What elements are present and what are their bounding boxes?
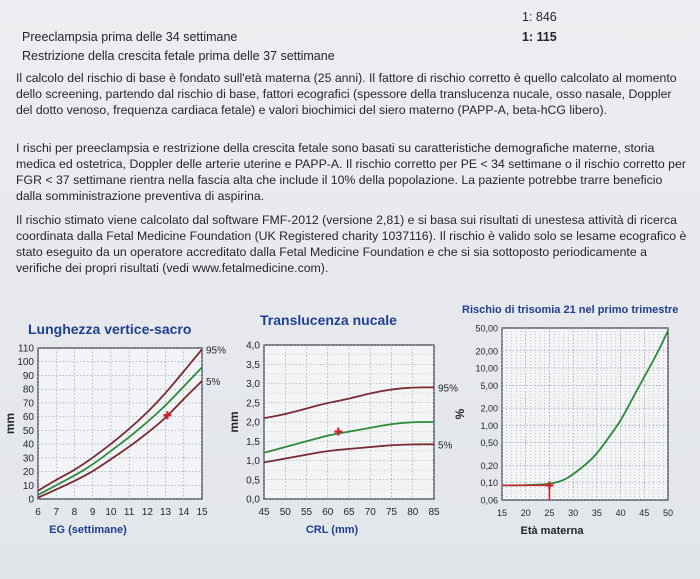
x-tick-label: 10	[105, 507, 117, 518]
risk-label-fgr: Restrizione della crescita fetale prima delle 37 settimane	[22, 49, 335, 63]
y-tick-label: 5,00	[480, 380, 498, 391]
y-tick-label: 1,00	[480, 420, 498, 431]
x-tick-label: 65	[343, 507, 355, 518]
x-tick-label: 25	[544, 508, 555, 518]
y-tick-label: 2,0	[246, 417, 260, 429]
x-tick-label: 45	[639, 508, 650, 518]
series-label: 5%	[438, 440, 453, 452]
x-tick-label: 8	[71, 507, 78, 518]
x-tick-label: 55	[300, 507, 313, 518]
y-tick-label: 50,00	[475, 323, 498, 334]
chart-title: Rischio di trisomia 21 nel primo trimestre	[462, 304, 679, 316]
y-tick-label: 80	[22, 384, 34, 396]
x-tick-label: 20	[520, 508, 531, 518]
x-tick-label: 12	[141, 507, 153, 518]
crl-chart-svg	[4, 312, 234, 574]
series-label: 5%	[206, 376, 221, 388]
x-tick-label: 15	[196, 507, 208, 518]
t21-chart-svg	[452, 300, 698, 574]
y-tick-label: 0,06	[480, 495, 498, 506]
x-tick-label: 50	[279, 507, 291, 518]
x-tick-label: 50	[662, 508, 674, 518]
y-tick-label: 4,0	[246, 340, 260, 352]
y-tick-label: 50	[22, 425, 34, 437]
series-label: 95%	[438, 383, 459, 395]
y-tick-label: 90	[22, 370, 34, 382]
y-tick-label: 10,00	[475, 363, 498, 374]
crl-chart	[4, 312, 234, 574]
paragraph-software: Il rischio stimato viene calcolato dal software FMF-2012 (versione 2,81) e si basa sui risultati di unestesa attività di ricerca coordinata dalla Fetal Medicine Foundation (UK Registered charity 1037116). Il rischio è valido solo se lesame ecografico è stato eseguito da un operatore accreditato dalla Fetal Medicine Foundation e che si sia sottoposto periodicamente a verifiche dei propri risultati (vedi www.fetalmedicine.com).	[16, 213, 687, 275]
chart-title: Translucenza nucale	[260, 312, 397, 328]
y-tick-label: 20,00	[475, 346, 498, 357]
y-tick-label: 40	[22, 439, 34, 451]
y-axis-label: mm	[3, 412, 17, 435]
y-tick-label: 10	[22, 480, 34, 492]
y-tick-label: 60	[22, 412, 34, 424]
y-tick-label: 20	[22, 467, 34, 479]
x-tick-label: 45	[258, 507, 270, 518]
y-tick-label: 0	[28, 494, 34, 506]
y-axis-label: %	[453, 408, 467, 420]
x-tick-label: 11	[123, 507, 135, 518]
x-tick-label: 60	[322, 507, 334, 518]
x-tick-label: 40	[615, 508, 626, 518]
plot-area	[502, 328, 668, 500]
y-tick-label: 0,20	[480, 460, 498, 471]
y-tick-label: 3,0	[246, 379, 260, 390]
y-tick-label: 0,10	[480, 478, 498, 489]
y-tick-label: 0,50	[480, 438, 498, 449]
x-tick-label: 9	[89, 507, 96, 518]
x-tick-label: 35	[591, 508, 602, 518]
x-tick-label: 14	[178, 507, 190, 518]
y-tick-label: 110	[18, 343, 34, 355]
t21-chart	[452, 300, 698, 574]
x-axis-label: EG (settimane)	[49, 524, 127, 536]
y-tick-label: 0,5	[246, 475, 260, 487]
y-tick-label: 70	[22, 398, 34, 410]
x-tick-label: 7	[53, 507, 60, 518]
x-tick-label: 13	[159, 507, 172, 518]
y-tick-label: 0,0	[246, 494, 260, 506]
x-tick-label: 30	[568, 508, 579, 518]
y-axis-label: mm	[227, 411, 241, 433]
y-tick-label: 3,5	[246, 359, 260, 371]
x-tick-label: 15	[496, 508, 508, 518]
x-tick-label: 85	[428, 507, 440, 518]
risk-label-pe: Preeclampsia prima delle 34 settimane	[22, 30, 238, 44]
y-tick-label: 1,0	[246, 456, 260, 467]
nt-chart	[227, 312, 459, 574]
x-tick-label: 75	[385, 507, 398, 518]
y-tick-label: 30	[22, 453, 34, 465]
chart-title: Lunghezza vertice-sacro	[28, 321, 192, 337]
paragraph-base-risk: Il calcolo del rischio di base è fondato sull'età materna (25 anni). Il fattore di rischio corretto è quello calcolato al momento dello screening, partendo dal rischio di base, fattori ecografici (spessore della translucenza nucale, osso nasale, Doppler del dotto venoso, frequenza cardiaca fetale) e valori biochimici del siero materno (PAPP-A, beta-hCG libero).	[16, 71, 677, 117]
y-tick-label: 1,5	[246, 436, 260, 448]
y-tick-label: 2,00	[480, 403, 498, 414]
y-tick-label: 100	[17, 357, 34, 369]
x-axis-label: Età materna	[520, 525, 584, 537]
nt-chart-svg	[227, 312, 459, 574]
risk-value-pe: 1: 846	[522, 10, 557, 24]
x-tick-label: 6	[35, 507, 41, 518]
x-tick-label: 70	[364, 507, 376, 518]
x-axis-label: CRL (mm)	[305, 524, 359, 536]
paragraph-pe-fgr: I rischi per preeclampsia e restrizione della crescita fetale sono basati su caratteristiche demografiche materne, storia medica ed ostetrica, Doppler delle arterie uterine e PAPP-A. Il rischio corretto per PE < 34 settimane o il rischio corretto per FGR < 37 settimane rientra nella fascia alta che include il 10% della popolazione. La paziente potrebbe trarre beneficio dalla somministrazione preventiva di aspirina.	[16, 141, 686, 203]
y-tick-label: 2,5	[246, 398, 260, 410]
series-label: 95%	[206, 345, 227, 357]
risk-value-fgr: 1: 115	[522, 30, 557, 44]
x-tick-label: 80	[407, 507, 419, 518]
